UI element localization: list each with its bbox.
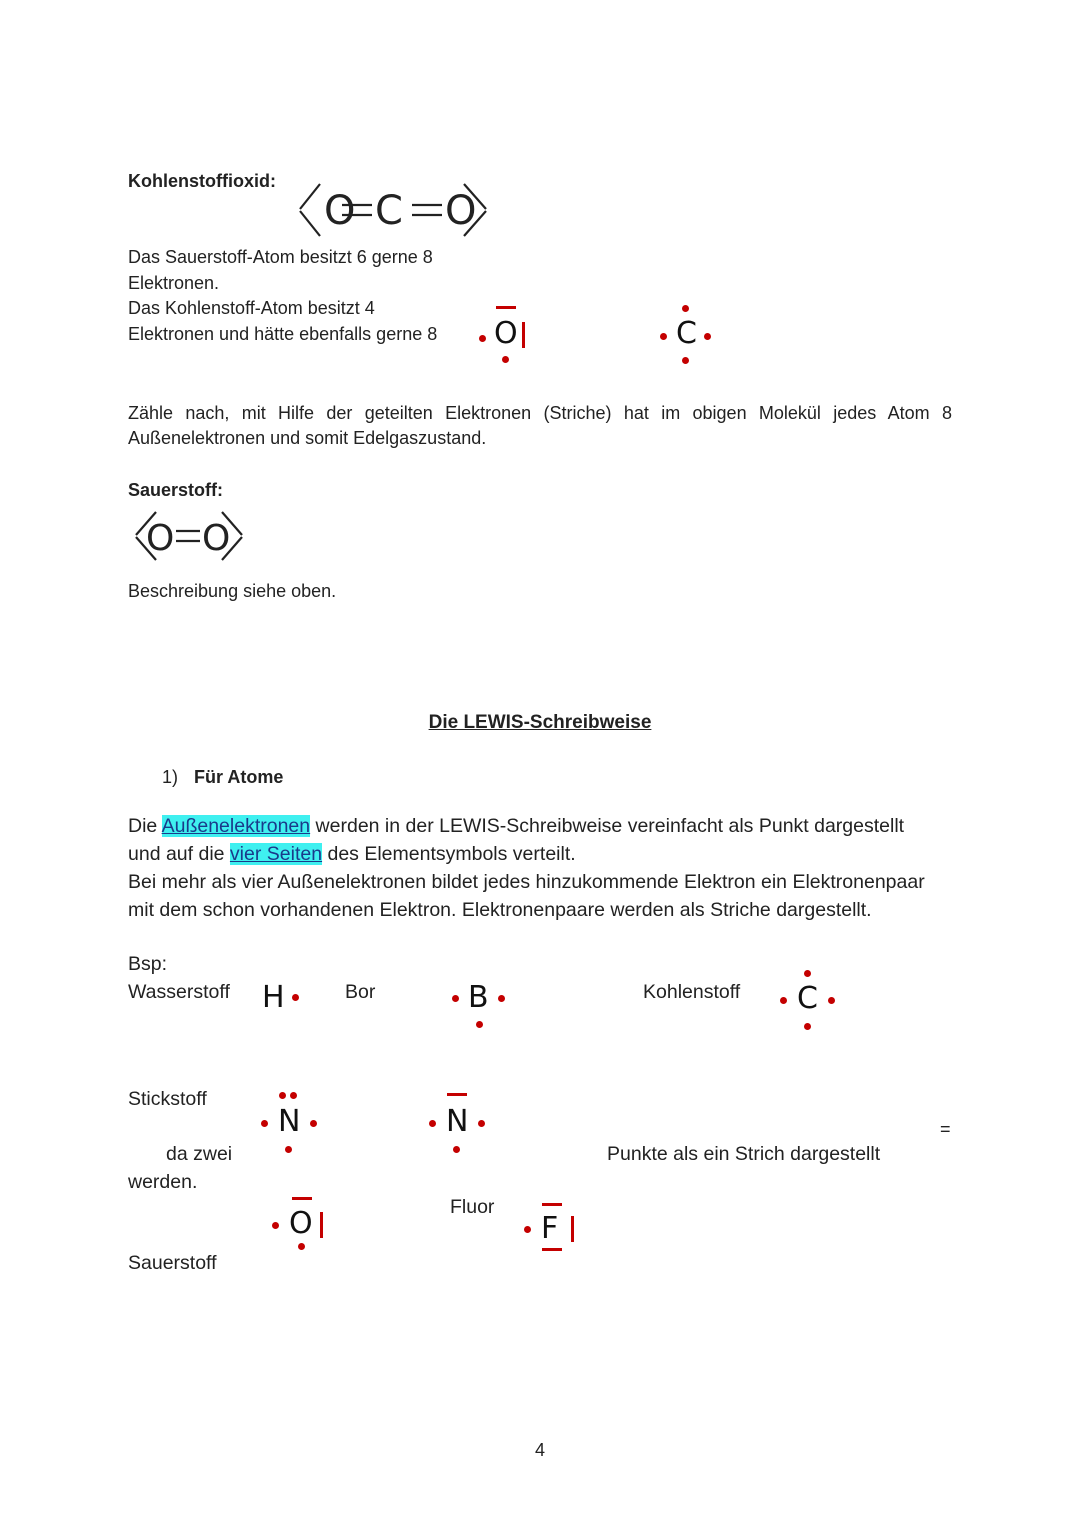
boron-name: Bor	[345, 981, 376, 1003]
co2-o-left: O	[324, 188, 356, 234]
co2-heading: Kohlenstoffioxid:	[128, 171, 276, 191]
lewis-paragraph-line1: Die Außenelektronen werden in der LEWIS-Schreibweise vereinfacht als Punkt dargestellt	[128, 815, 905, 837]
co2-text-line4: Elektronen und hätte ebenfalls gerne 8	[128, 324, 438, 344]
section-title: Für Atome	[194, 767, 284, 787]
note-right: Punkte als ein Strich dargestellt	[607, 1143, 881, 1165]
lewis-paragraph-line4: mit dem schon vorhandenen Elektron. Elektronenpaare werden als Striche dargestellt.	[128, 899, 872, 921]
co2-count-line1: Zähle nach, mit Hilfe der geteilten Elektronen (Striche) hat im obigen Molekül jedes Atom 8	[128, 403, 952, 423]
lewis-carbon-co2: C	[656, 302, 718, 368]
carbon-name: Kohlenstoff	[643, 981, 741, 1003]
co2-c: C	[375, 188, 403, 234]
co2-text-line3: Das Kohlenstoff-Atom besitzt 4	[128, 298, 375, 318]
lewis-carbon: C	[776, 966, 840, 1036]
lewis-nitrogen-dots: N	[256, 1088, 322, 1160]
page-number: 4	[534, 1440, 545, 1460]
lewis-paragraph-line2: und auf die vier Seiten des Elementsymbols verteilt.	[128, 843, 576, 865]
co2-text-line2: Elektronen.	[128, 273, 220, 293]
hydrogen-name: Wasserstoff	[128, 981, 230, 1003]
lewis-oxygen: O	[266, 1192, 332, 1256]
co2-structural-formula	[288, 178, 498, 242]
co2-count-line2: Außenelektronen und somit Edelgaszustand.	[128, 428, 487, 448]
note-left: da zwei	[166, 1143, 233, 1165]
lewis-fluorine: F	[518, 1196, 582, 1258]
co2-o-right: O	[445, 188, 477, 234]
o2-description: Beschreibung siehe oben.	[128, 581, 337, 601]
highlight-vier-seiten: vier Seiten	[229, 843, 323, 865]
lewis-title: Die LEWIS-Schreibweise	[428, 712, 652, 733]
lewis-paragraph-line3: Bei mehr als vier Außenelektronen bildet jedes hinzukommende Elektron ein Elektronenpaar	[128, 871, 925, 893]
o2-structural-formula	[128, 506, 252, 566]
o2-o-right: O	[202, 518, 231, 559]
lewis-boron: B	[446, 976, 510, 1034]
note-end: werden.	[128, 1171, 198, 1193]
nitrogen-name: Stickstoff	[128, 1088, 207, 1110]
lewis-nitrogen-bar: N	[424, 1088, 490, 1160]
examples-label: Bsp:	[128, 953, 168, 975]
fluorine-name: Fluor	[450, 1196, 495, 1218]
lewis-oxygen-co2: O	[474, 304, 534, 368]
equals-sign: =	[940, 1119, 951, 1139]
highlight-aussenelektronen: Außenelektronen	[161, 815, 311, 837]
lewis-hydrogen: H	[258, 976, 310, 1020]
o2-heading: Sauerstoff:	[128, 480, 224, 500]
section-number: 1)	[162, 767, 179, 787]
o2-o-left: O	[146, 518, 175, 559]
oxygen-name: Sauerstoff	[128, 1252, 217, 1274]
co2-text-line1: Das Sauerstoff-Atom besitzt 6 gerne 8	[128, 247, 433, 267]
